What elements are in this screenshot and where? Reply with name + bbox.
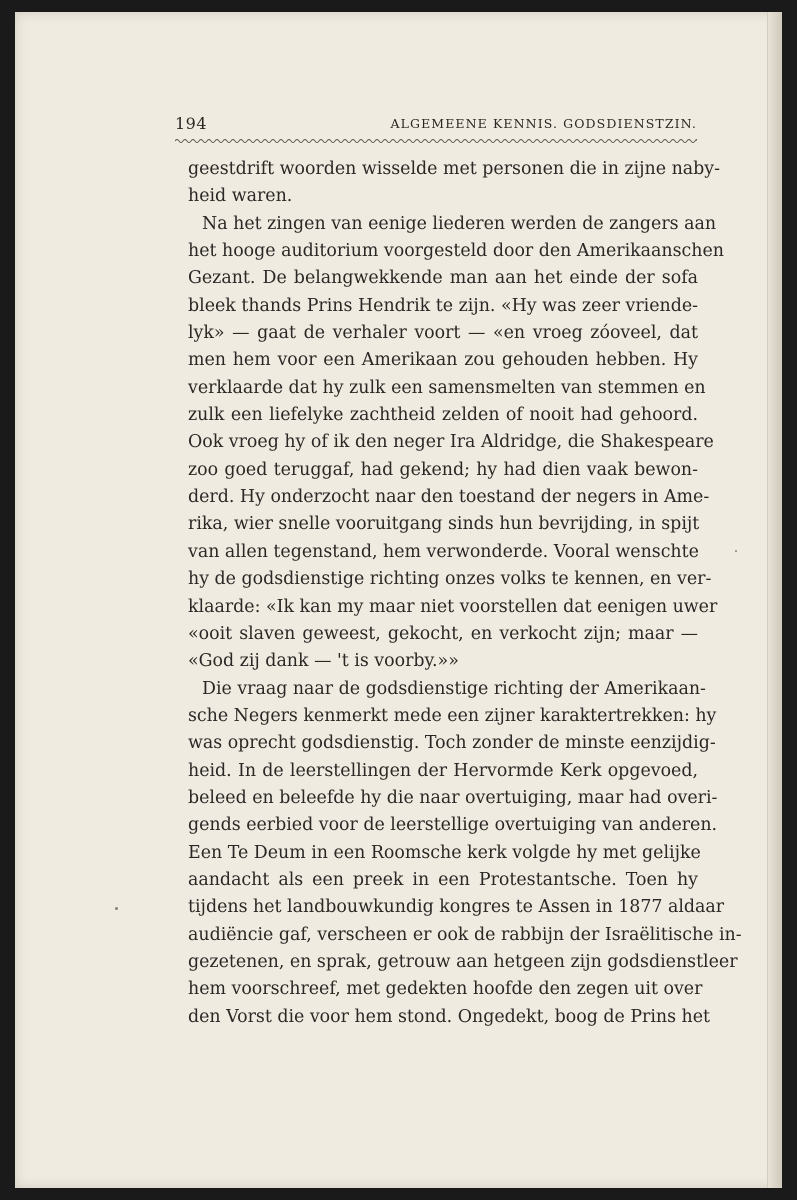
text-line: gends eerbied voor de leerstellige overtuiging van anderen. — [188, 815, 718, 836]
text-line: Een Te Deum in een Roomsche kerk volgde hy met gelijke — [188, 842, 701, 863]
text-line: «ooit slaven geweest, gekocht, en verkocht zijn; maar — — [188, 623, 698, 644]
text-line: tijdens het landbouwkundig kongres te Assen in 1877 aldaar — [188, 897, 725, 918]
text-line: rika, wier snelle vooruitgang sinds hun bevrijding, in spijt — [188, 514, 700, 535]
text-line: was oprecht godsdienstig. Toch zonder de minste eenzijdig- — [188, 733, 716, 754]
text-line: Gezant. De belangwekkende man aan het einde der sofa — [188, 268, 698, 289]
text-line: Ook vroeg hy of ik den neger Ira Aldridge, die Shakespeare — [188, 432, 714, 453]
text-line: bleek thands Prins Hendrik te zijn. «Hy was zeer vriende- — [188, 295, 698, 316]
text-line: gezetenen, en sprak, getrouw aan hetgeen zijn godsdienstleer — [188, 951, 738, 972]
paper-speck — [115, 907, 118, 910]
text-line: klaarde: «Ik kan my maar niet voorstellen dat eenigen uwer — [188, 596, 718, 617]
text-line: beleed en beleefde hy die naar overtuiging, maar had overi- — [188, 787, 718, 808]
text-line: sche Negers kenmerkt mede een zijner karaktertrekken: hy — [188, 705, 717, 726]
text-line: heid waren. — [188, 186, 293, 207]
page-number: 194 — [175, 114, 208, 133]
text-line: geestdrift woorden wisselde met personen die in zijne naby- — [188, 159, 720, 179]
body-text — [188, 156, 742, 1031]
running-header — [175, 114, 697, 136]
text-line: men hem voor een Amerikaan zou gehouden hebben. Hy — [188, 350, 698, 371]
text-line: derd. Hy onderzocht naar den toestand der negers in Ame- — [188, 487, 710, 508]
text-line: zoo goed teruggaf, had gekend; hy had dien vaak bewon- — [188, 459, 698, 480]
text-line: «God zij dank — 't is voorby.»» — [188, 651, 459, 672]
text-line: hy de godsdienstige richting onzes volks te kennen, en ver- — [188, 569, 712, 590]
text-line: lyk» — gaat de verhaler voort — «en vroeg zóoveel, dat — [188, 323, 698, 344]
text-line: heid. In de leerstellingen der Hervormde Kerk opgevoed, — [188, 760, 698, 781]
header-wavy-rule — [175, 138, 697, 144]
text-line: verklaarde dat hy zulk een samensmelten van stemmen en — [188, 377, 706, 398]
text-line: van allen tegenstand, hem verwonderde. Vooral wenschte — [188, 541, 699, 562]
text-line: het hooge auditorium voorgesteld door den Amerikaanschen — [188, 241, 724, 262]
text-line: Die vraag naar de godsdienstige richting der Amerikaan- — [202, 678, 706, 699]
text-line: zulk een liefelyke zachtheid zelden of nooit had gehoord. — [188, 405, 698, 426]
running-title: ALGEMEENE KENNIS. GODSDIENSTZIN. — [390, 116, 697, 131]
text-line: audiëncie gaf, verscheen er ook de rabbijn der Israëlitische in- — [188, 924, 742, 945]
text-line: aandacht als een preek in een Protestantsche. Toen hy — [188, 869, 698, 890]
text-line: Na het zingen van eenige liederen werden de zangers aan — [202, 213, 717, 234]
text-line: den Vorst die voor hem stond. Ongedekt, boog de Prins het — [188, 1006, 711, 1027]
page-edge-shadow — [767, 12, 782, 1188]
paper-speck — [735, 550, 737, 552]
text-line: hem voorschreef, met gedekten hoofde den zegen uit over — [188, 979, 703, 1000]
